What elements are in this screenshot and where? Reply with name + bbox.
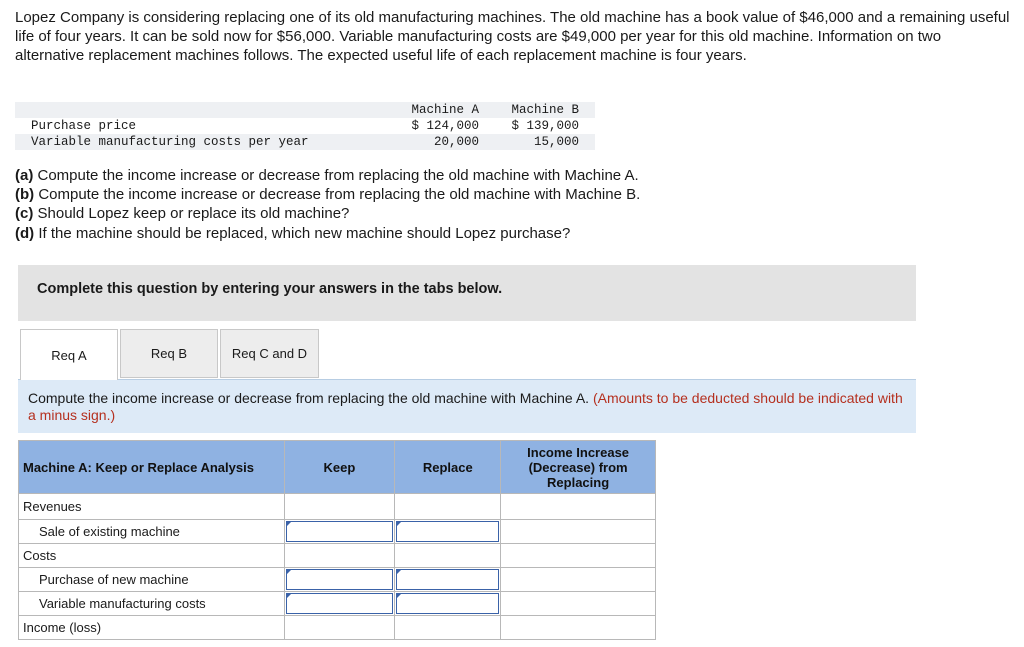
instructions-banner [18, 265, 916, 321]
row-costs: Costs [19, 544, 285, 568]
variable-replace-cell [395, 592, 501, 616]
row-sale-existing-machine: Sale of existing machine [19, 520, 285, 544]
cell-empty [284, 544, 395, 568]
purchase-replace-input[interactable] [396, 569, 499, 590]
instruction-main: Compute the income increase or decrease from replacing the old machine with Machine A. [28, 390, 590, 406]
header-keep: Keep [284, 441, 395, 494]
cell-empty [395, 616, 501, 640]
variable-costs-a: 20,000 [387, 134, 487, 150]
req-a-instruction [18, 379, 916, 433]
keep-replace-analysis-table [18, 440, 656, 640]
tab-req-a[interactable]: Req A [20, 329, 118, 380]
data-table-corner [15, 102, 387, 118]
sale-existing-keep-cell [284, 520, 395, 544]
purchase-price-b: $ 139,000 [487, 118, 595, 134]
cell-empty [395, 494, 501, 520]
cell-empty [501, 544, 656, 568]
header-replace: Replace [395, 441, 501, 494]
col-machine-b: Machine B [487, 102, 595, 118]
cell-empty [284, 616, 395, 640]
sale-existing-replace-cell [395, 520, 501, 544]
row-revenues: Revenues [19, 494, 285, 520]
col-machine-a: Machine A [387, 102, 487, 118]
row-label-variable-costs: Variable manufacturing costs per year [15, 134, 387, 150]
question-list [15, 166, 640, 243]
problem-intro: Lopez Company is considering replacing one of its old manufacturing machines. The old machine has a book value of $46,000 and a remaining useful life of four years. It can be sold now for $56,000. Variable manufacturing costs are $49,000 per year for this old machine. Information on two alternative replacement machines follows. The expected useful life of each replacement machine is four years. [15, 9, 1010, 64]
input-marker-icon [396, 521, 402, 527]
tab-req-b[interactable]: Req B [120, 329, 218, 378]
purchase-price-a: $ 124,000 [387, 118, 487, 134]
question-d: (d) If the machine should be replaced, which new machine should Lopez purchase? [15, 224, 571, 242]
tab-req-c-and-d[interactable]: Req C and D [220, 329, 319, 378]
row-label-purchase-price: Purchase price [15, 118, 387, 134]
instruction-note: (Amounts to be deducted should be indicated with a minus sign.) [28, 390, 903, 423]
cell-empty [501, 592, 656, 616]
cell-empty [501, 568, 656, 592]
input-marker-icon [286, 521, 292, 527]
input-marker-icon [396, 569, 402, 575]
row-income-loss: Income (loss) [19, 616, 285, 640]
cell-empty [284, 494, 395, 520]
variable-keep-cell [284, 592, 395, 616]
sale-existing-keep-input[interactable] [286, 521, 394, 542]
question-a: (a) Compute the income increase or decrease from replacing the old machine with Machine A. [15, 167, 639, 184]
input-marker-icon [286, 569, 292, 575]
variable-costs-b: 15,000 [487, 134, 595, 150]
cell-empty [501, 520, 656, 544]
banner-text: Complete this question by entering your answers in the tabs below. [37, 281, 503, 297]
question-b: (b) Compute the income increase or decrease from replacing the old machine with Machine B. [15, 186, 641, 204]
header-analysis-title: Machine A: Keep or Replace Analysis [19, 441, 285, 494]
row-purchase-new-machine: Purchase of new machine [19, 568, 285, 592]
cell-empty [501, 494, 656, 520]
question-c: (c) Should Lopez keep or replace its old machine? [15, 205, 350, 223]
purchase-keep-cell [284, 568, 395, 592]
purchase-replace-cell [395, 568, 501, 592]
variable-replace-input[interactable] [396, 593, 499, 614]
purchase-keep-input[interactable] [286, 569, 394, 590]
row-variable-manufacturing-costs: Variable manufacturing costs [19, 592, 285, 616]
cell-empty [501, 616, 656, 640]
machine-data-table [15, 102, 595, 150]
variable-keep-input[interactable] [286, 593, 394, 614]
sale-existing-replace-input[interactable] [396, 521, 499, 542]
input-marker-icon [396, 593, 402, 599]
input-marker-icon [286, 593, 292, 599]
header-income-increase: Income Increase (Decrease) from Replacing [501, 441, 656, 494]
cell-empty [395, 544, 501, 568]
